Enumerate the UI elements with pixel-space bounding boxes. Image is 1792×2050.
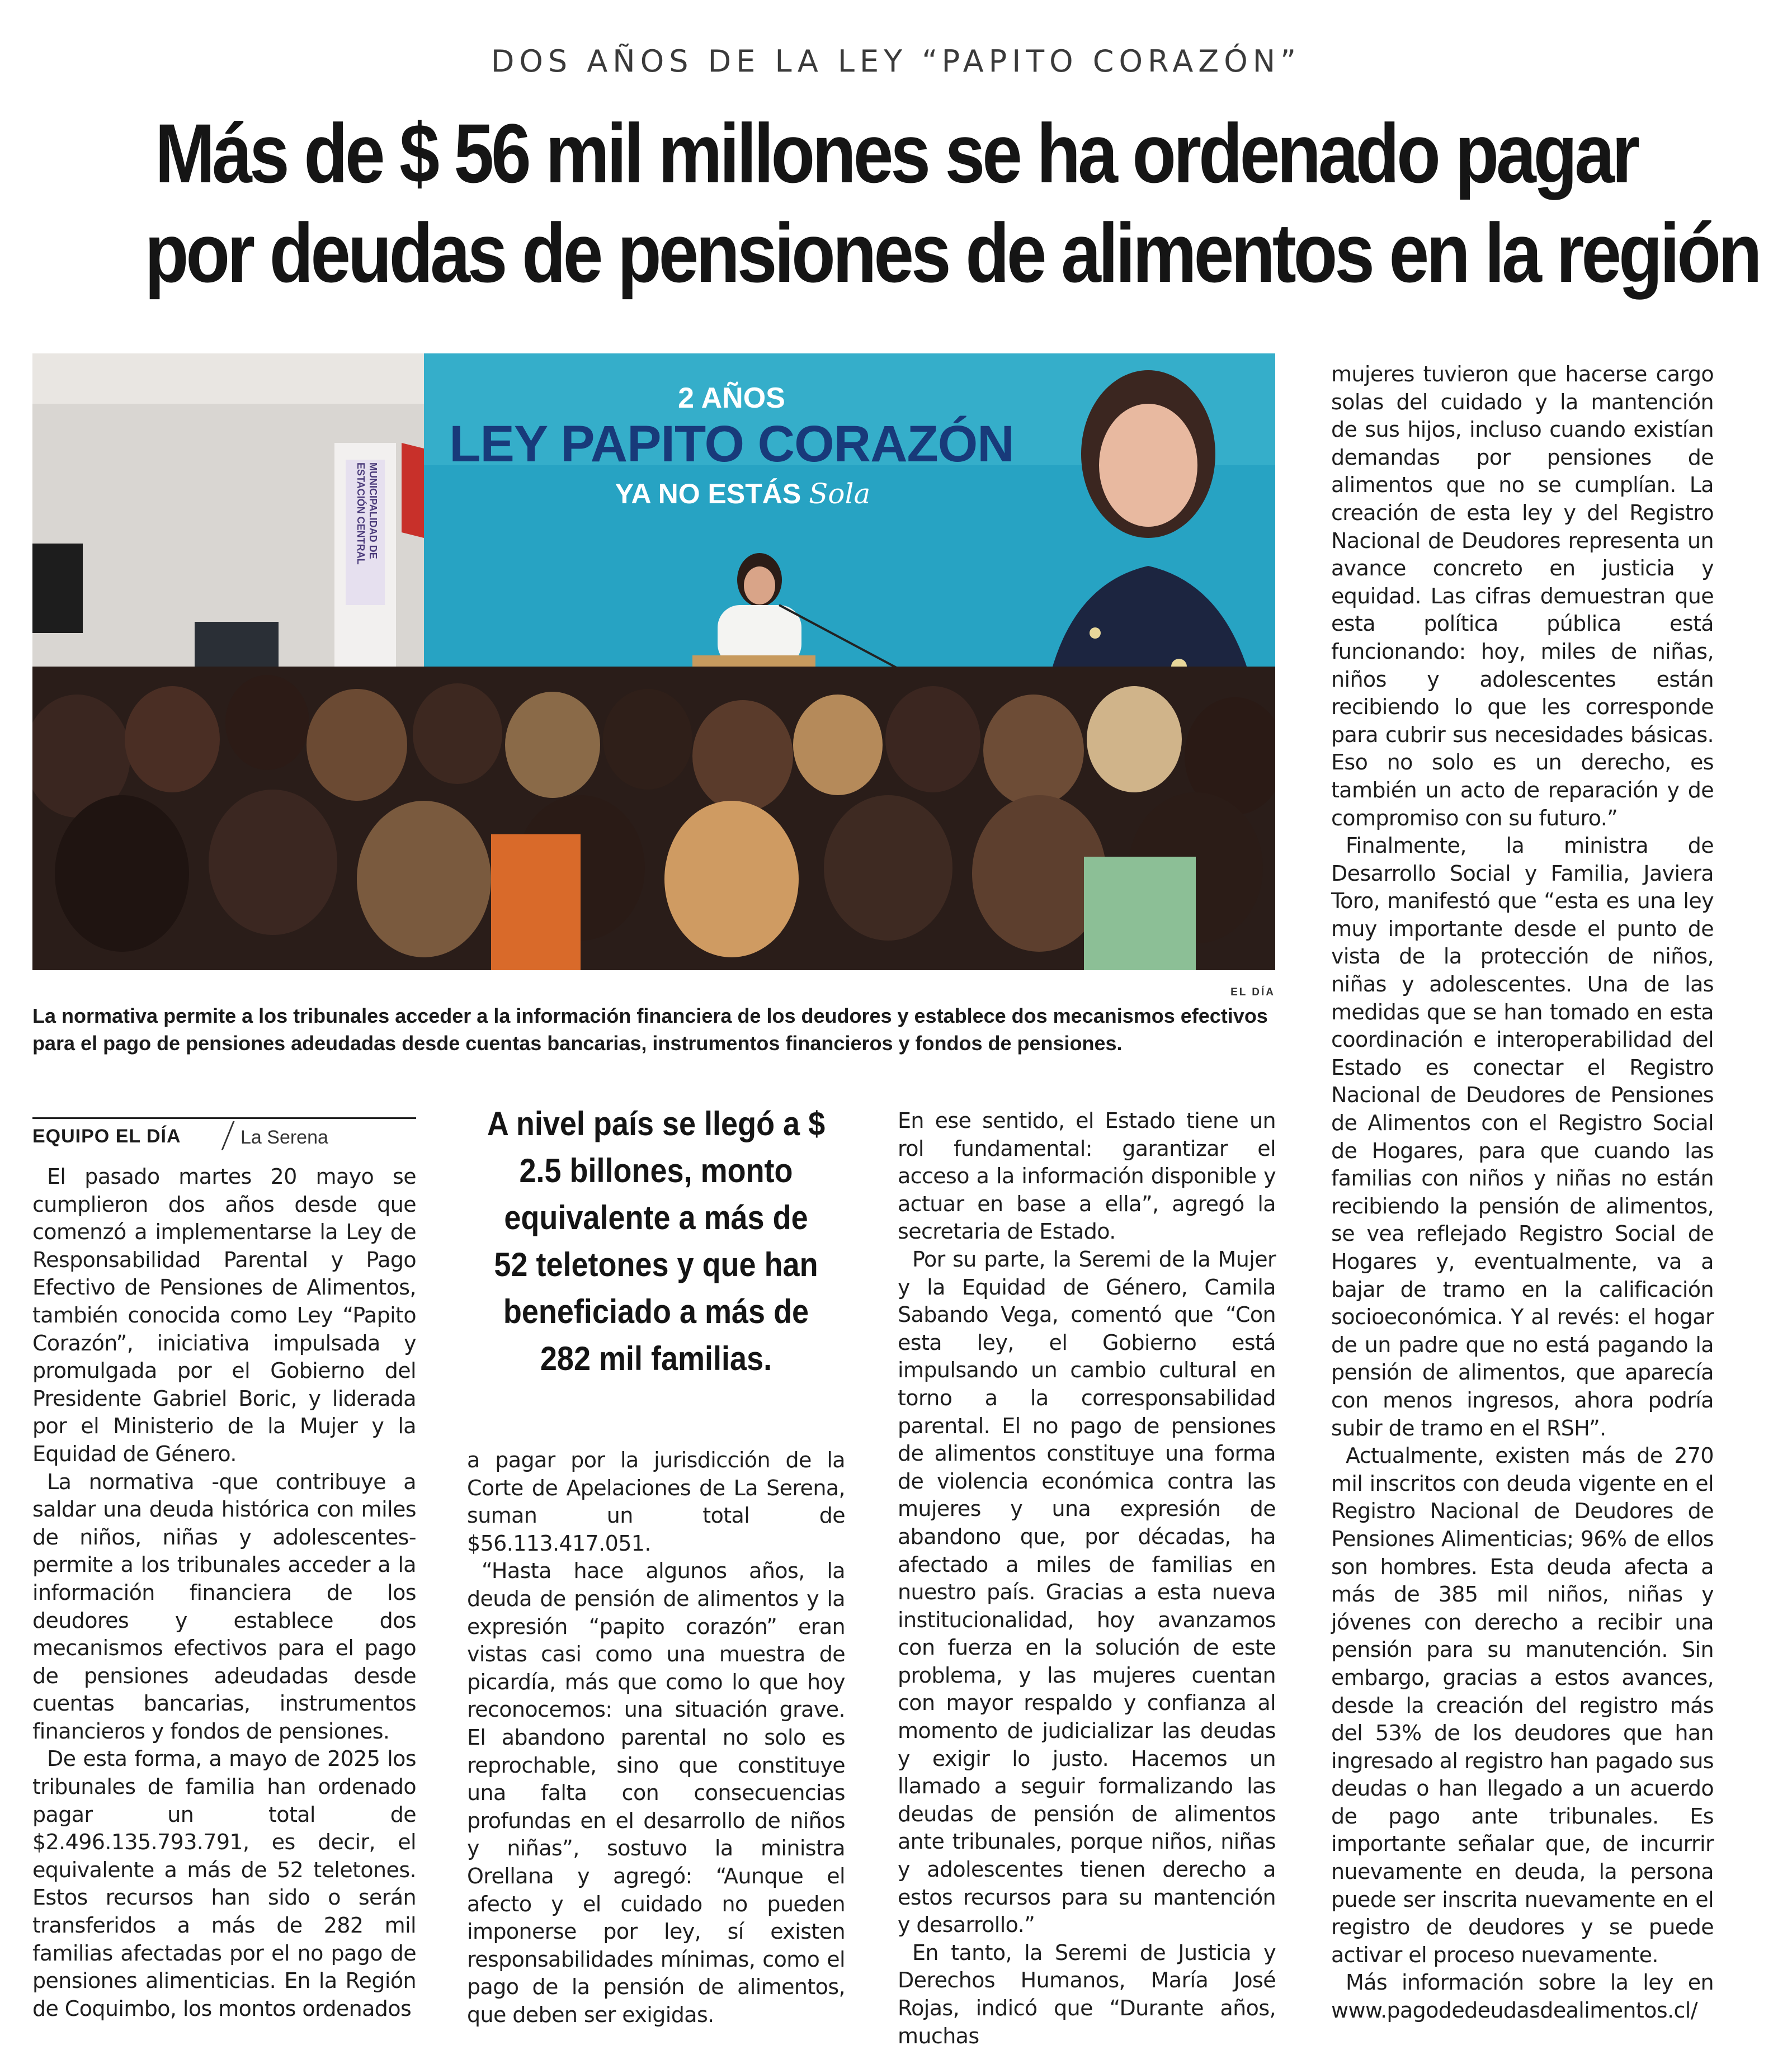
- photo-caption: La normativa permite a los tribunales acceder a la información financiera de los deudores y establece dos mecanismos efectivos para el pago de pensiones adeudadas desde cuentas bancarias, instrumentos financieros y fondos de pensiones.: [32, 1004, 1268, 1055]
- headline-line-1: Más de $ 56 mil millones se ha ordenado pagar: [155, 106, 1637, 200]
- banner-subtitle: 2 AÑOS: [678, 382, 785, 414]
- dress-star: [1090, 627, 1101, 639]
- byline-divider: [221, 1121, 234, 1150]
- banner-tagline: [536, 478, 950, 510]
- paragraph: a pagar por la jurisdicción de la Corte de Apelaciones de La Serena, suman un total de $56.113.417.051.: [467, 1448, 845, 1556]
- article-headline: [144, 103, 1760, 303]
- ceiling: [32, 353, 435, 404]
- photo-credit: EL DÍA: [1230, 986, 1275, 998]
- headline-line-2: por deudas de pensiones de alimentos en la región: [144, 206, 1760, 300]
- article-column-3: [898, 1107, 1276, 2050]
- paragraph: Más información sobre la ley en www.pagodedeudasdealimentos.cl/: [1331, 1970, 1714, 2023]
- paragraph: “Hasta hace algunos años, la deuda de pensión de alimentos y la expresión “papito corazón” eran vistas casi como una muestra de picardía, más que como lo que hoy reconocemos: una situación grave. El abandono parental no solo es reprochable, sino que constituye una falta con consecuencias profundas en el desarrollo de niños y niñas”, sostuvo la ministra Orellana y agregó: “Aunque el afecto y el cuidado no pueden imponerse por ley, sí existen responsabilidades mínimas, como el pago de la pensión de alimentos, que deben ser exigidas.: [467, 1558, 845, 2027]
- article-column-1: [32, 1163, 416, 2023]
- article-photo: [32, 353, 1275, 970]
- banner-title: LEY PAPITO CORAZÓN: [449, 415, 1014, 473]
- paragraph: Actualmente, existen más de 270 mil inscritos con deuda vigente en el Registro Nacional de Deudores de Pensiones Alimenticias; 96% de ellos son hombres. Esta deuda afecta a más de 385 mil niños, niñas y jóvenes con derecho a recibir una pensión para su manutención. Sin embargo, gracias a estos avances, desde la creación del registro más del 53% de los deudores que han ingresado al registro han pagado sus deudas o han llegado a un acuerdo de pago ante tribunales. Es importante señalar que, de incurrir nuevamente en deuda, la persona puede ser inscrita nuevamente en el registro de deudores y se puede activar el proceso nuevamente.: [1331, 1443, 1714, 1967]
- orange-jacket: [491, 834, 581, 970]
- banner-tagline-text: YA NO ESTÁS: [615, 478, 801, 509]
- paragraph: El pasado martes 20 mayo se cumplieron dos años desde que comenzó a implementarse la Ley de Responsabilidad Parental y Pago Efectivo de Pensiones de Alimentos, también conocida como Ley “Papito Corazón”, iniciativa impulsada y promulgada por el Gobierno del Presidente Gabriel Boric, y liderada por el Ministerio de la Mujer y la Equidad de Género.: [32, 1164, 416, 1466]
- pull-quote: A nivel país se llegó a $ 2.5 billones, monto equivalente a más de 52 teletones y que han beneficiado a más de 282 mil familias.: [487, 1105, 826, 1377]
- pillar-logo-text: MUNICIPALIDAD DE ESTACIÓN CENTRAL: [355, 462, 379, 565]
- speaker-face: [744, 566, 775, 604]
- portrait-face: [1099, 404, 1197, 527]
- paragraph: Finalmente, la ministra de Desarrollo Social y Familia, Javiera Toro, manifestó que “esta es una ley muy importante desde el punto de vista de la protección de niños, niñas y adolescentes. Una de las medidas que se han tomado en esta coordinación e interoperabilidad del Estado es conectar el Registro Nacional de Deudores de Pensiones de Alimentos con el Registro Social de Hogares, para que cuando las familias con niños y niñas no están recibiendo la pensión de alimentos, se vea reflejado Registro Social de Hogares y, eventualmente, va a bajar de tramo en la calificación socioeconómica. Y al revés: el hogar de un padre que no está pagando la pensión de alimentos, que aparecía con menos ingresos, ahora podría subir de tramo en el RSH”.: [1331, 833, 1714, 1440]
- paragraph: La normativa -que contribuye a saldar una deuda histórica con miles de niños, niñas y adolescentes- permite a los tribunales acceder a la información financiera de los deudores y establece dos mecanismos efectivos para el pago de pensiones adeudadas desde cuentas bancarias, instrumentos financieros y fondos de pensiones.: [32, 1469, 416, 1744]
- byline: [32, 1117, 416, 1150]
- article-kicker: DOS AÑOS DE LA LEY “PAPITO CORAZÓN”: [491, 44, 1301, 79]
- loudspeaker: [32, 544, 83, 633]
- byline-author: EQUIPO EL DÍA: [32, 1126, 181, 1147]
- paragraph: En ese sentido, el Estado tiene un rol fundamental: garantizar el acceso a la información disponible y actuar en base a ella”, agregó la secretaria de Estado.: [898, 1108, 1276, 1244]
- paragraph: Por su parte, la Seremi de la Mujer y la Equidad de Género, Camila Sabando Vega, comentó que “Con esta ley, el Gobierno está impulsando un cambio cultural en torno a la corresponsabilidad parental. El no pago de pensiones de alimentos constituye una forma de violencia económica contra las mujeres y una expresión de abandono que, por décadas, ha afectado a miles de familias en nuestro país. Gracias a esta nueva institucionalidad, hoy avanzamos con fuerza en la solución de este problema, y las mujeres cuentan con mayor respaldo y confianza al momento de judicializar las deudas y exigir lo justo. Hacemos un llamado a seguir formalizando las deudas de pensión de alimentos ante tribunales, porque niños, niñas y adolescentes tienen derecho a estos recursos para su mantención y desarrollo.”: [898, 1246, 1276, 1938]
- banner-tagline-script: Sola: [809, 478, 871, 510]
- article-column-4: [1331, 361, 1714, 2025]
- byline-location: La Serena: [240, 1127, 328, 1148]
- green-jacket: [1084, 857, 1196, 970]
- paragraph: mujeres tuvieron que hacerse cargo solas del cuidado y la mantención de sus hijos, incluso cuando existían demandas por pensiones de alimentos que no se cumplían. La creación de esta ley y del Registro Nacional de Deudores representa un avance concreto en justicia y equidad. Las cifras demuestran que esta política pública está funcionando: hoy, miles de niñas, niños y adolescentes están recibiendo lo que les corresponde para cubrir sus necesidades básicas. Eso no solo es un derecho, es también un acto de reparación y de compromiso con su futuro.”: [1331, 362, 1714, 830]
- paragraph: De esta forma, a mayo de 2025 los tribunales de familia han ordenado pagar un total de $2.496.135.793.791, es decir, el equivalente a más de 52 teletones. Estos recursos han sido o serán transferidos a más de 282 mil familias afectadas por el no pago de pensiones alimenticias. En la Región de Coquimbo, los montos ordenados: [32, 1746, 416, 2021]
- article-column-2: [467, 1447, 845, 2029]
- paragraph: En tanto, la Seremi de Justicia y Derechos Humanos, María José Rojas, indicó que “Durante años, muchas: [898, 1940, 1276, 2048]
